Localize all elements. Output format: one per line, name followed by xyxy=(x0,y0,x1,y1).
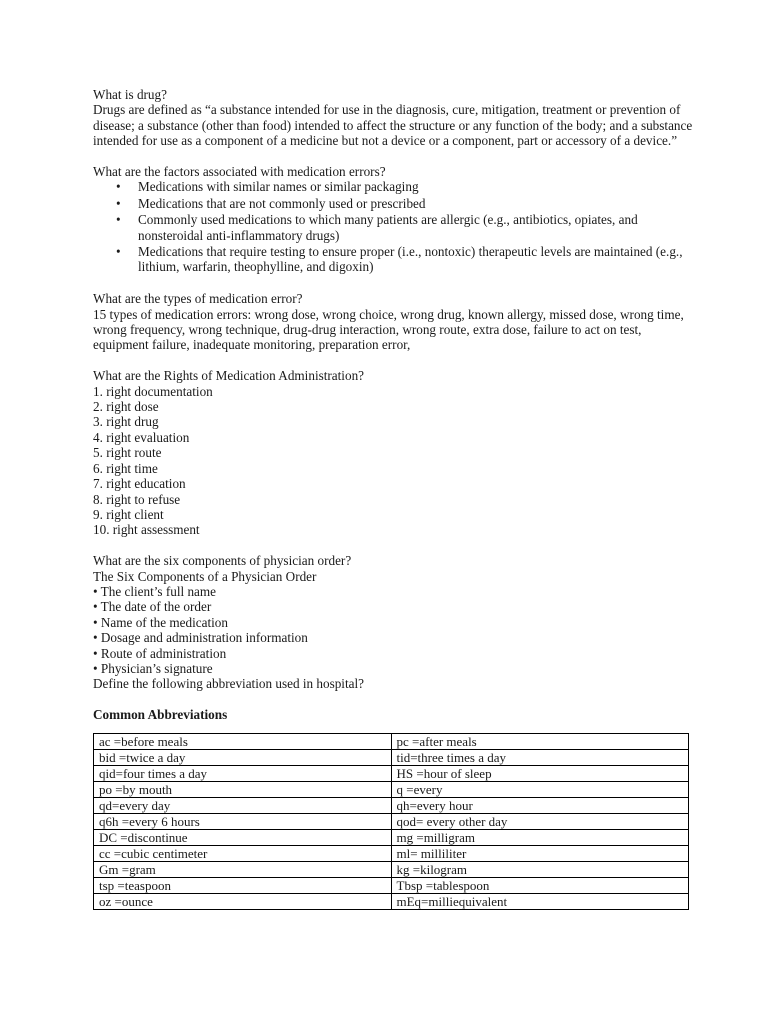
table-cell: q6h =every 6 hours xyxy=(94,813,392,829)
list-item: • Physician’s signature xyxy=(93,660,213,676)
question-physician-order-components: What are the six components of physician order? xyxy=(93,553,352,569)
bullet-icon: • xyxy=(116,195,121,211)
list-item: 1. right documentation xyxy=(93,383,213,399)
table-cell: cc =cubic centimeter xyxy=(94,845,392,861)
list-item xyxy=(116,195,693,211)
spacer xyxy=(93,692,693,707)
table-cell: qd=every day xyxy=(94,797,392,813)
table-cell: tid=three times a day xyxy=(391,749,689,765)
bullet-icon: • xyxy=(116,212,121,228)
list-item: • Dosage and administration information xyxy=(93,630,308,646)
abbreviation-prompt: Define the following abbreviation used in hospital? xyxy=(93,676,365,692)
answer-drug-definition: Drugs are defined as “a substance intended for use in the diagnosis, cure, mitigation, treatment or prevention of disease; a substance (other than food) intended to affect the structure or any function of the body; and a substance intended for use as a component of a medicine but not a device or a component, part or accessory of a device.” xyxy=(93,102,693,149)
question-types-of-errors: What are the types of medication error? xyxy=(93,291,303,307)
list-item: • Route of administration xyxy=(93,645,227,661)
list-item: 7. right education xyxy=(93,476,186,492)
list-item xyxy=(116,212,693,243)
list-item: 6. right time xyxy=(93,460,158,476)
abbreviations-heading: Common Abbreviations xyxy=(93,707,228,723)
spacer xyxy=(93,538,693,553)
table-row xyxy=(94,813,689,829)
table-row xyxy=(94,797,689,813)
list-item: 10. right assessment xyxy=(93,522,200,538)
spacer xyxy=(93,149,693,164)
table-cell: ml= milliliter xyxy=(391,845,689,861)
table-cell: mEq=milliequivalent xyxy=(391,893,689,909)
table-cell: bid =twice a day xyxy=(94,749,392,765)
list-item: 5. right route xyxy=(93,445,162,461)
table-cell: pc =after meals xyxy=(391,733,689,749)
list-item: 2. right dose xyxy=(93,399,159,415)
table-cell: kg =kilogram xyxy=(391,861,689,877)
table-row xyxy=(94,893,689,909)
list-item-text: Medications that are not commonly used or prescribed xyxy=(138,195,426,211)
list-item xyxy=(116,244,693,275)
table-row xyxy=(94,829,689,845)
table-row xyxy=(94,877,689,893)
list-item-text: Medications that require testing to ensure proper (i.e., nontoxic) therapeutic levels are maintained (e.g., lithium, warfarin, theophylline, and digoxin) xyxy=(138,244,683,275)
table-row xyxy=(94,765,689,781)
table-cell: qod= every other day xyxy=(391,813,689,829)
question-rights-of-administration: What are the Rights of Medication Administration? xyxy=(93,368,365,384)
table-cell: qh=every hour xyxy=(391,797,689,813)
list-item: • The date of the order xyxy=(93,599,212,615)
table-cell: Tbsp =tablespoon xyxy=(391,877,689,893)
table-cell: q =every xyxy=(391,781,689,797)
table-row xyxy=(94,733,689,749)
question-what-is-drug: What is drug? xyxy=(93,87,167,102)
table-cell: oz =ounce xyxy=(94,893,392,909)
table-row xyxy=(94,861,689,877)
bullet-icon: • xyxy=(116,179,121,195)
physician-order-list xyxy=(93,584,693,676)
bullet-icon: • xyxy=(116,244,121,260)
list-item-text: Commonly used medications to which many patients are allergic (e.g., antibiotics, opiates, and nonsteroidal anti-inflammatory drugs) xyxy=(138,212,638,243)
table-cell: mg =milligram xyxy=(391,829,689,845)
table-cell: Gm =gram xyxy=(94,861,392,877)
factors-list xyxy=(93,179,693,274)
table-cell: HS =hour of sleep xyxy=(391,765,689,781)
list-item xyxy=(116,179,693,195)
list-item: 4. right evaluation xyxy=(93,429,190,445)
list-item: 8. right to refuse xyxy=(93,491,181,507)
abbreviations-table xyxy=(93,733,689,910)
question-medication-error-factors: What are the factors associated with medication errors? xyxy=(93,164,386,180)
list-item: 3. right drug xyxy=(93,414,159,430)
list-item: • The client’s full name xyxy=(93,583,217,599)
table-row xyxy=(94,781,689,797)
table-row xyxy=(94,749,689,765)
document-page xyxy=(93,87,693,910)
list-item: 9. right client xyxy=(93,506,164,522)
table-row xyxy=(94,845,689,861)
spacer xyxy=(93,276,693,291)
rights-list xyxy=(93,384,693,538)
list-item: • Name of the medication xyxy=(93,614,228,630)
table-cell: ac =before meals xyxy=(94,733,392,749)
list-item-text: Medications with similar names or similar packaging xyxy=(138,179,419,195)
table-cell: po =by mouth xyxy=(94,781,392,797)
table-cell: DC =discontinue xyxy=(94,829,392,845)
table-cell: tsp =teaspoon xyxy=(94,877,392,893)
answer-types-of-errors: 15 types of medication errors: wrong dose, wrong choice, wrong drug, known allergy, missed dose, wrong time, wrong frequency, wrong technique, drug-drug interaction, wrong route, extra dose, failure to act on test, equipment failure, inadequate monitoring, preparation error, xyxy=(93,306,684,353)
physician-order-subtitle: The Six Components of a Physician Order xyxy=(93,568,317,584)
table-cell: qid=four times a day xyxy=(94,765,392,781)
spacer xyxy=(93,353,693,368)
